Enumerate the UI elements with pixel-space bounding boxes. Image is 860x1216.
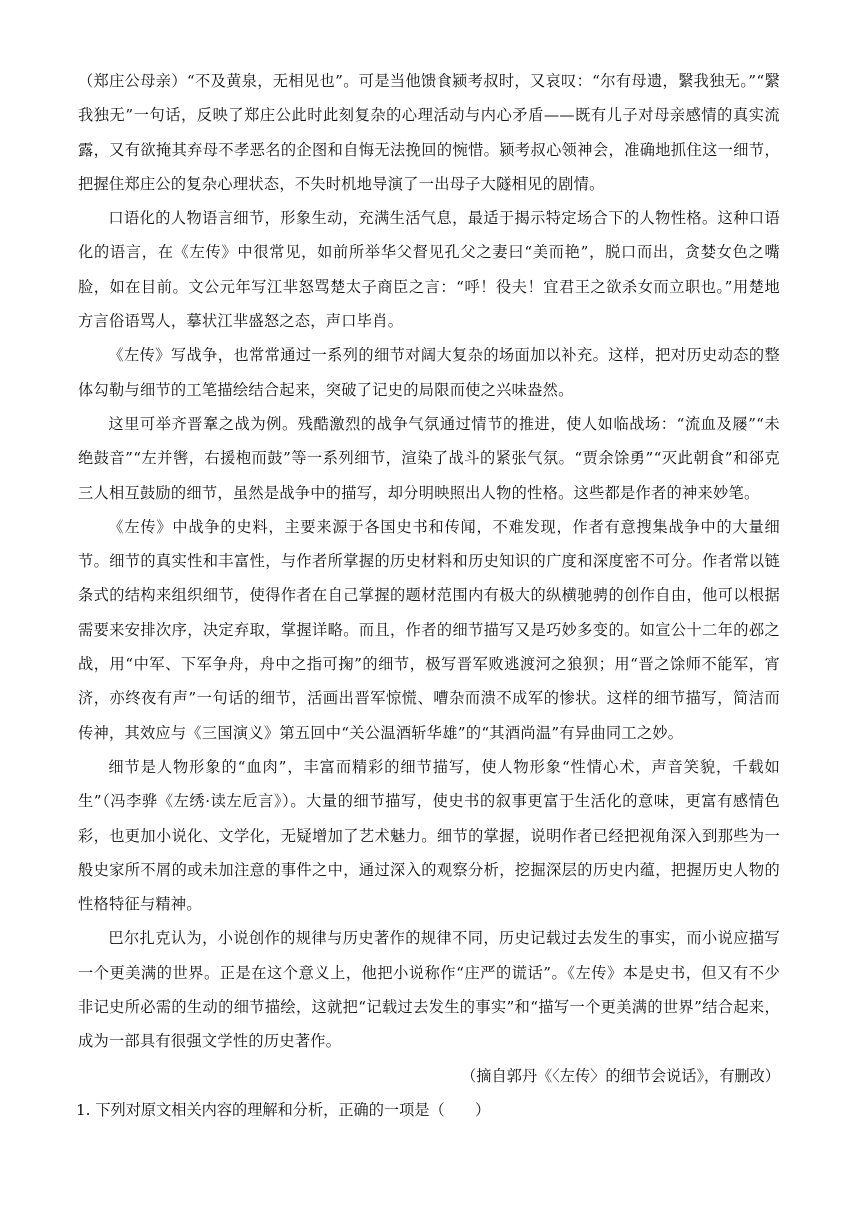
paragraph-4: 这里可举齐晋鞌之战为例。残酷激烈的战争气氛通过情节的推进，使人如临战场：“流血及屦”“未绝鼓音”“左并辔，右援枹而鼓”等一系列细节，渲染了战斗的紧张气氛。“贾余馀勇”“灭此朝食”和郤克三人相互鼓励的细节，虽然是战争中的描写，却分明映照出人物的性格。这些都是作者的神来妙笔。 [78,414,780,502]
paragraph-5: 《左传》中战争的史料，主要来源于各国史书和传闻，不难发现，作者有意搜集战争中的大量细节。细节的真实性和丰富性，与作者所掌握的历史材料和历史知识的广度和深度密不可分。作者常以链条式的结构来组织细节，使得作者在自己掌握的题材范围内有极大的纵横驰骋的创作自由，他可以根据需要来安排次序，决定弃取，掌握详略。而且，作者的细节描写又是巧妙多变的。如宣公十二年的邲之战，用“中军、下军争舟，舟中之指可掬”的细节，极写晋军败逃渡河之狼狈；用“晋之馀师不能军，宵济，亦终夜有声”一句话的细节，活画出晋军惊慌、嘈杂而溃不成军的惨状。这样的细节描写，简洁而传神，其效应与《三国演义》第五回中“关公温酒斩华雄”的“其酒尚温”有异曲同工之妙。 [78,517,780,742]
paragraph-3: 《左传》写战争，也常常通过一系列的细节对阔大复杂的场面加以补充。这样，把对历史动态的整体勾勒与细节的工笔描绘结合起来，突破了记史的局限而使之兴味盎然。 [78,346,780,399]
paragraph-2: 口语化的人物语言细节，形象生动，充满生活气息，最适于揭示特定场合下的人物性格。这种口语化的语言，在《左传》中很常见，如前所举华父督见孔父之妻曰“美而艳”，脱口而出，贪婪女色之嘴脸，如在目前。文公元年写江芈怒骂楚太子商臣之言：“呼！役夫！宜君王之欲杀女而立职也。”用楚地方言俗语骂人，摹状江芈盛怒之态，声口毕肖。 [78,209,780,331]
paragraph-7: 巴尔扎克认为，小说创作的规律与历史著作的规律不同，历史记载过去发生的事实，而小说应描写一个更美满的世界。正是在这个意义上，他把小说称作“庄严的谎话”。《左传》本是史书，但又有不少非记史所必需的生动的细节描绘，这就把“记载过去发生的事实”和“描写一个更美满的世界”结合起来，成为一部具有很强文学性的历史著作。 [78,929,780,1051]
document-page [78,64,780,1127]
source-citation: （摘自郭丹《〈左传〉的细节会说话》，有删改） [461,1066,780,1085]
question-1: 1. 下列对原文相关内容的理解和分析，正确的一项是（ ） [76,1100,491,1119]
paragraph-1: （郑庄公母亲）“不及黄泉，无相见也”。可是当他馈食颍考叔时，又哀叹：“尔有母遗，繄我独无。”“繄我独无”一句话，反映了郑庄公此时此刻复杂的心理活动与内心矛盾——既有儿子对母亲感情的真实流露，又有欲掩其弃母不孝恶名的企图和自悔无法挽回的惋惜。颍考叔心领神会，准确地抓住这一细节，把握住郑庄公的复杂心理状态，不失时机地导演了一出母子大隧相见的剧情。 [78,72,780,193]
paragraph-6: 细节是人物形象的“血肉”，丰富而精彩的细节描写，使人物形象“性情心术，声音笑貌，千载如生”（冯李骅《左绣·读左卮言》）。大量的细节描写，使史书的叙事更富于生活化的意味，更富有感情色彩，也更加小说化、文学化，无疑增加了艺术魅力。细节的掌握，说明作者已经把视角深入到那些为一般史家所不屑的或未加注意的事件之中，通过深入的观察分析，挖掘深层的历史内蕴，把握历史人物的性格特征与精神。 [78,757,780,914]
